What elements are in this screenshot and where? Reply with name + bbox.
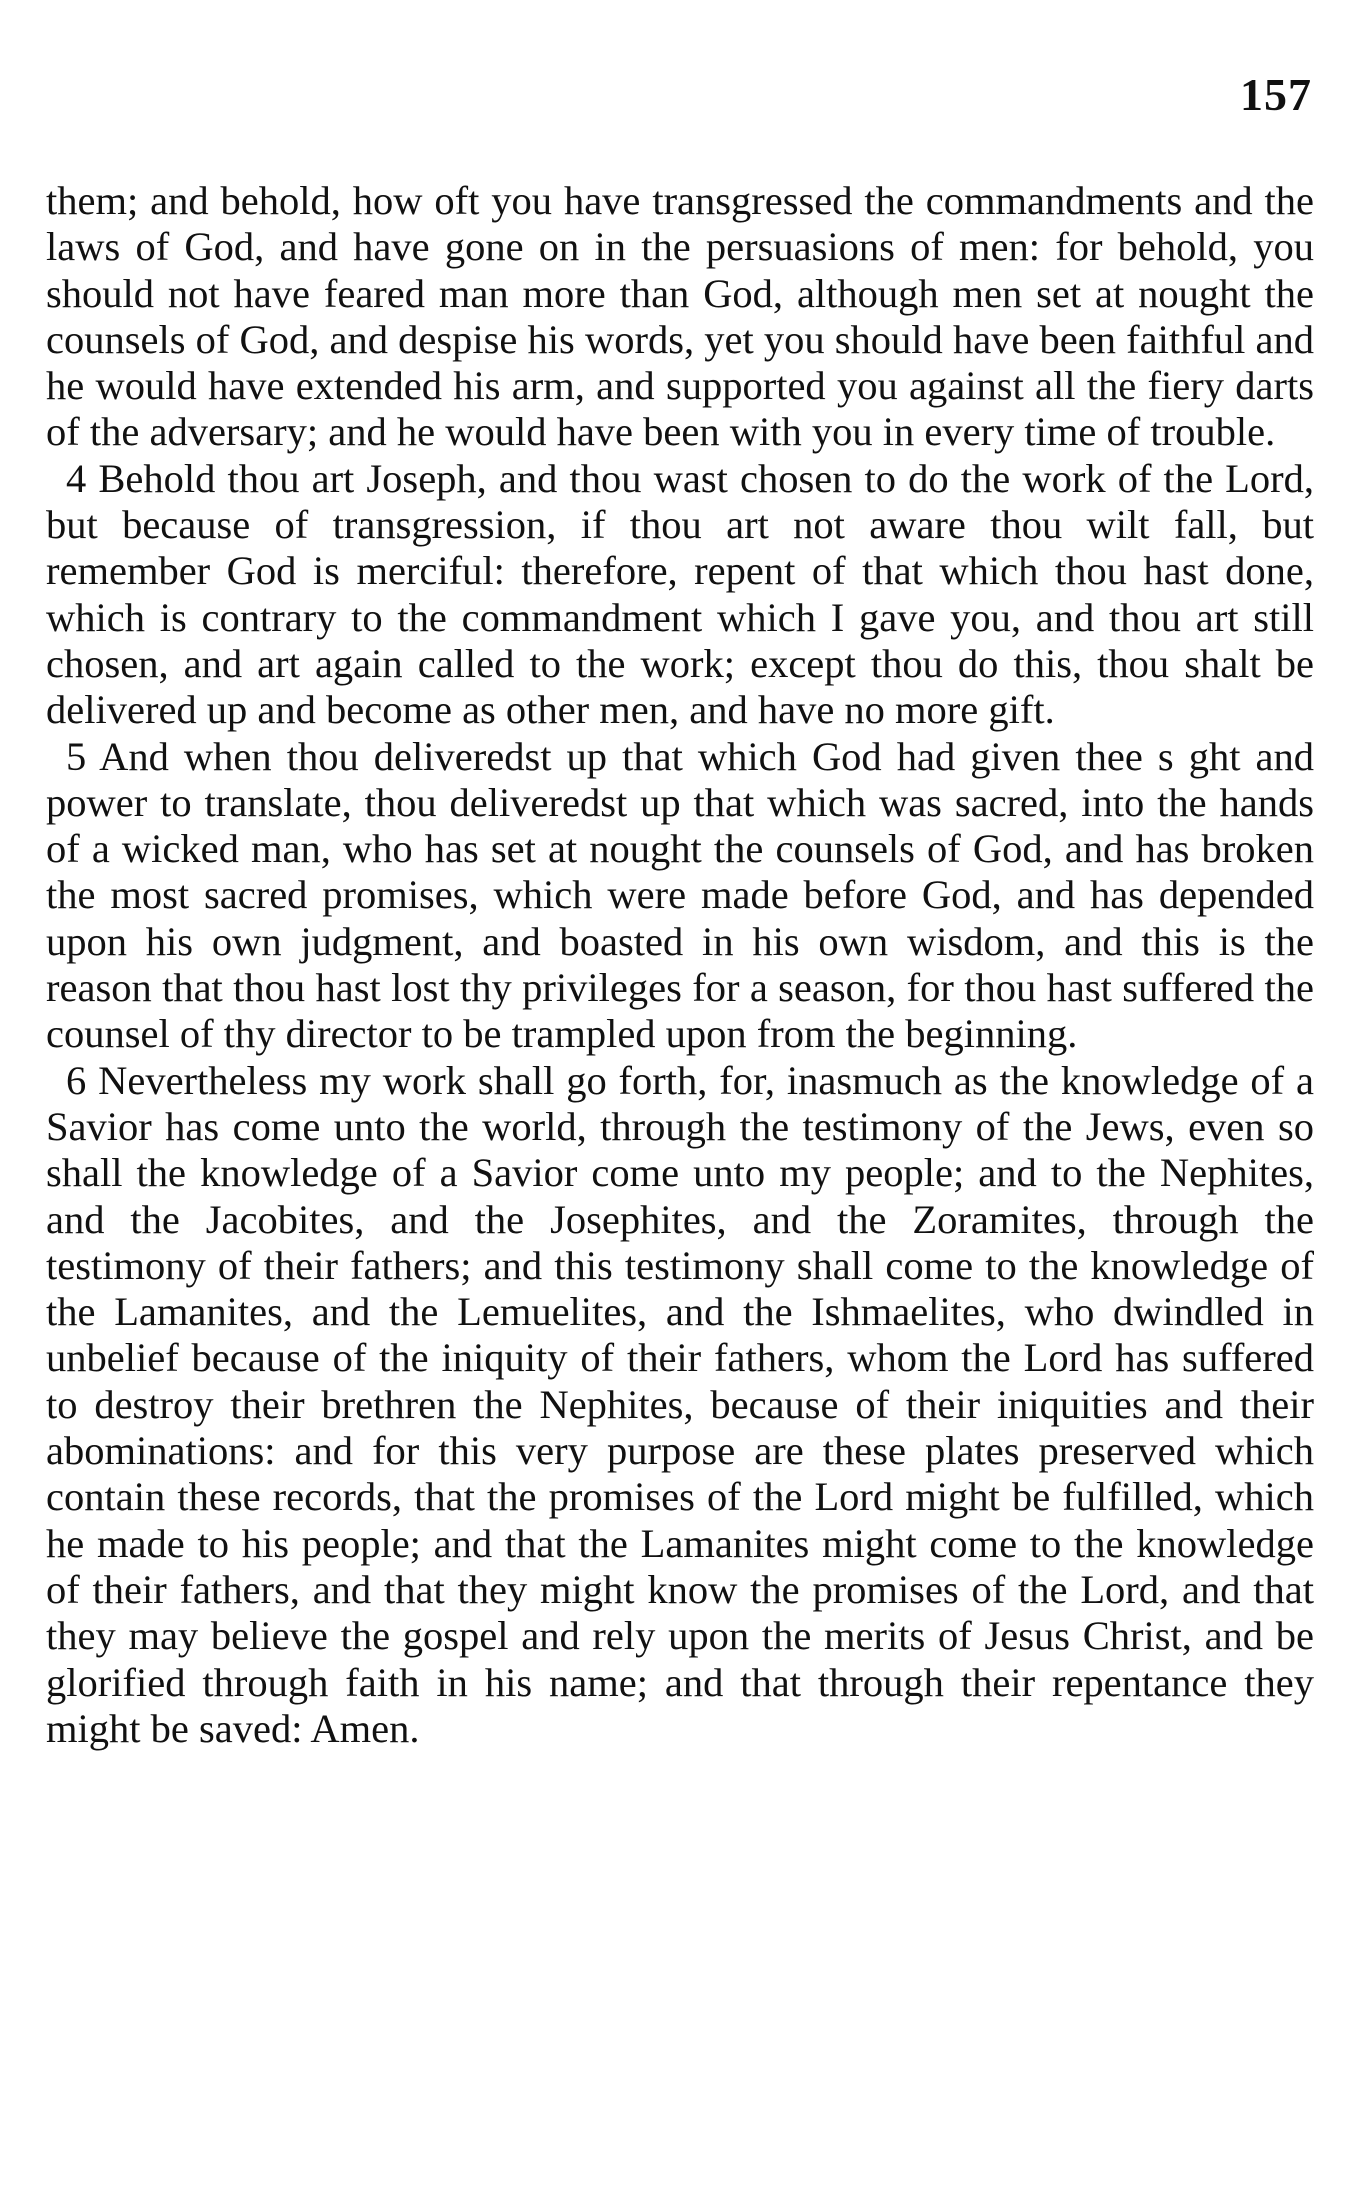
verse-number: 6 xyxy=(66,1057,87,1103)
page-number: 157 xyxy=(1240,69,1312,120)
verse-text: Behold thou art Joseph, and thou wast chosen to do the work of the Lord, but because of transgression, if thou art not aware thou wilt fall, but remember God is merciful: therefore, repent of that which thou hast done, which is contrary to the commandment which I gave you, and thou art still chosen, and art again called to the work; except thou do this, thou shalt be delivered up and become as other men, and have no more gift. xyxy=(46,455,1315,733)
verse-number: 5 xyxy=(66,733,87,779)
paragraph-text: them; and behold, how oft you have transgressed the commandments and the laws of God, and have gone on in the persuasions of men: for behold, you should not have feared man more than God, although men set at nought the counsels of God, and despise his words, yet you should have been faithful and he would have extended his arm, and supported you against all the fiery darts of the adversary; and he would have been with you in every time of trouble. xyxy=(46,178,1314,455)
page-body-text xyxy=(46,178,1314,1752)
verse-5 xyxy=(46,734,1314,1058)
verse-number: 4 xyxy=(66,455,87,501)
verse-6 xyxy=(46,1058,1314,1752)
verse-text: Nevertheless my work shall go forth, for, inasmuch as the knowledge of a Savior has come unto the world, through the testimony of the Jews, even so shall the knowledge of a Savior come unto my people; and to the Nephites, and the Jacobites, and the Josephites, and the Zoramites, through the testimony of their fathers; and this testimony shall come to the knowledge of the Lamanites, and the Lemuelites, and the Ishmaelites, who dwindled in unbelief because of the iniquity of their fathers, whom the Lord has suffered to destroy their brethren the Nephites, because of their iniquities and their abominations: and for this very purpose are these plates preserved which contain these records, that the promises of the Lord might be fulfilled, which he made to his people; and that the Lamanites might come to the knowledge of their fathers, and that they might know the promises of the Lord, and that they may believe the gospel and rely upon the merits of Jesus Christ, and be glorified through faith in his name; and that through their repentance they might be saved: Amen. xyxy=(46,1057,1314,1751)
paragraph-continuation xyxy=(46,178,1314,456)
verse-text: And when thou deliveredst up that which God had given thee s ght and power to translate, thou deliveredst up that which was sacred, into the hands of a wicked man, who has set at nought the counsels of God, and has broken the most sacred promises, which were made before God, and has depended upon his own judgment, and boasted in his own wisdom, and this is the reason that thou hast lost thy privileges for a season, for thou hast suffered the counsel of thy director to be trampled upon from the beginning. xyxy=(46,733,1314,1057)
verse-4 xyxy=(46,456,1314,734)
